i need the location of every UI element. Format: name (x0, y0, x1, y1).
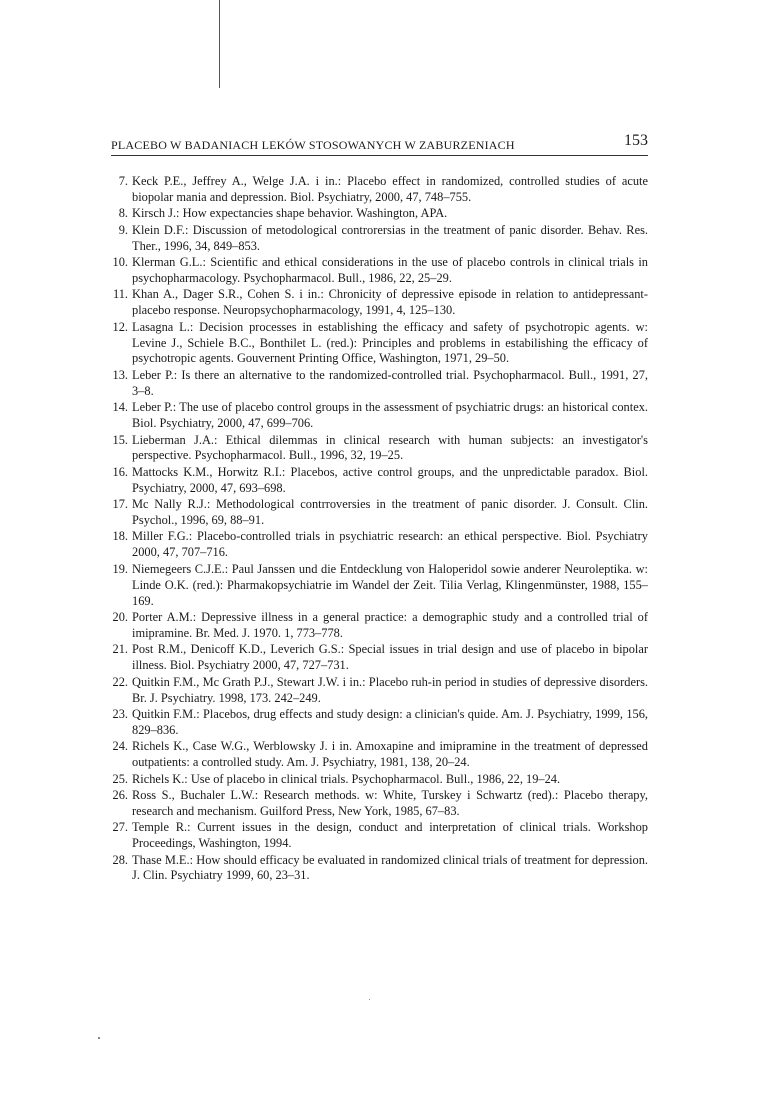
reference-text: Richels K.: Use of placebo in clinical trials. Psychopharmacol. Bull., 1986, 22, 19–24. (132, 771, 561, 786)
reference-text: Quitkin F.M.: Placebos, drug effects and study design: a clinician's quide. Am. J. Psychiatry, 1999, 156, 829–836. (132, 706, 648, 737)
reference-item (111, 820, 648, 852)
reference-text: Porter A.M.: Depressive illness in a general practice: a demographic study and a controlled trial of imipramine. Br. Med. J. 1970. 1, 773–778. (132, 609, 648, 640)
reference-text: Temple R.: Current issues in the design, conduct and interpretation of clinical trials. Workshop Proceedings, Washington, 1994. (132, 820, 648, 851)
page-number: 153 (624, 132, 648, 149)
reference-text: Mattocks K.M., Horwitz R.I.: Placebos, active control groups, and the unpredictable paradox. Biol. Psychiatry, 2000, 47, 693–698. (132, 464, 648, 495)
reference-text: Klerman G.L.: Scientific and ethical considerations in the use of placebo controls in clinical trials in psychopharmacology. Psychopharmacol. Bull., 1986, 22, 25–29. (132, 255, 648, 285)
reference-text: Lieberman J.A.: Ethical dilemmas in clinical research with human subjects: an investigator's perspective. Psychopharmacol. Bull., 1996, 32, 19–25. (132, 432, 648, 463)
reference-item (111, 320, 648, 368)
reference-number: 11. (112, 287, 128, 302)
page-fold-line (219, 0, 220, 88)
reference-number: 21. (112, 642, 128, 657)
reference-item (111, 739, 648, 771)
scan-speck (369, 999, 370, 1000)
reference-number: 12. (112, 319, 128, 334)
scan-speck (98, 1037, 100, 1039)
reference-text: Mc Nally R.J.: Methodological contrroversies in the treatment of panic disorder. J. Consult. Clin. Psychol., 1996, 69, 88–91. (132, 497, 648, 528)
reference-item (111, 707, 648, 739)
reference-item (111, 610, 648, 642)
reference-number: 17. (112, 497, 128, 512)
reference-text: Klein D.F.: Discussion of metodological controrersias in the treatment of panic disorder. Behav. Res. Ther., 1996, 34, 849–853. (132, 222, 648, 253)
reference-text: Leber P.: Is there an alternative to the randomized-controlled trial. Psychopharmacol. Bull., 1991, 27, 3–8. (132, 367, 648, 398)
reference-item (111, 642, 648, 674)
reference-number: 28. (112, 852, 128, 867)
reference-number: 23. (112, 706, 128, 721)
reference-text: Kirsch J.: How expectancies shape behavior. Washington, APA. (132, 206, 448, 221)
running-title: PLACEBO W BADANIACH LEKÓW STOSOWANYCH W ZABURZENIACH (111, 138, 515, 152)
reference-item (111, 772, 648, 788)
reference-number: 24. (112, 739, 128, 754)
reference-text: Keck P.E., Jeffrey A., Welge J.A. i in.: Placebo effect in randomized, controlled studies of acute biopolar mania and depression. Biol. Psychiatry, 2000, 47, 748–755. (132, 174, 648, 204)
reference-number: 19. (112, 561, 128, 576)
reference-number: 16. (112, 464, 128, 479)
header-rule (111, 155, 648, 156)
reference-text: Niemegeers C.J.E.: Paul Janssen und die Entdecklung von Haloperidol sowie anderer Neuroleptika. w: Linde O.K. (red.): Pharmakopsychiatrie im Wandel der Zeit. Tilia Verlag, Klingenmünster, 1988, 155–169. (132, 561, 648, 608)
reference-text: Khan A., Dager S.R., Cohen S. i in.: Chronicity of depressive episode in relation to antidepressant-placebo response. Neuropsychopharmacology, 1991, 4, 125–130. (132, 287, 648, 318)
reference-item (111, 287, 648, 319)
reference-text: Richels K., Case W.G., Werblowsky J. i in. Amoxapine and imipramine in the treatment of depressed outpatients: a controlled study. Am. J. Psychiatry, 1981, 138, 20–24. (132, 739, 648, 770)
reference-item (111, 206, 648, 222)
reference-number: 10. (112, 255, 128, 270)
reference-item (111, 497, 648, 529)
reference-item (111, 255, 648, 287)
reference-number: 22. (112, 674, 128, 689)
reference-number: 13. (112, 367, 128, 382)
reference-number: 14. (112, 400, 128, 415)
reference-item (111, 465, 648, 497)
reference-number: 8. (118, 206, 128, 221)
reference-item (111, 174, 648, 206)
reference-item (111, 368, 648, 400)
reference-text: Quitkin F.M., Mc Grath P.J., Stewart J.W. i in.: Placebo ruh-in period in studies of depressive disorders. Br. J. Psychiatry. 1998, 173. 242–249. (132, 674, 648, 705)
reference-number: 26. (112, 787, 128, 802)
reference-item (111, 529, 648, 561)
reference-text: Leber P.: The use of placebo control groups in the assessment of psychiatric drugs: an historical contex. Biol. Psychiatry, 2000, 47, 699–706. (132, 400, 648, 431)
reference-text: Thase M.E.: How should efficacy be evaluated in randomized clinical trials of treatment for depression. J. Clin. Psychiatry 1999, 60, 23–31. (132, 852, 648, 883)
reference-number: 7. (118, 174, 128, 188)
reference-list (111, 174, 648, 885)
reference-number: 15. (112, 432, 128, 447)
reference-number: 20. (112, 609, 128, 624)
reference-text: Ross S., Buchaler L.W.: Research methods. w: White, Turskey i Schwartz (red).: Placebo therapy, research and mechanism. Guilford Press, New York, 1985, 67–83. (132, 787, 648, 818)
reference-number: 18. (112, 529, 128, 544)
reference-item (111, 400, 648, 432)
reference-item (111, 788, 648, 820)
reference-item (111, 853, 648, 885)
reference-number: 25. (112, 771, 128, 786)
reference-text: Lasagna L.: Decision processes in establishing the efficacy and safety of psychotropic agents. w: Levine J., Schiele B.C., Bonthilet L. (red.): Principles and problems in estabilishing the efficacy of psychotropic agents. Gouvernent Printing Office, Washington, 1971, 29–50. (132, 319, 648, 366)
reference-item (111, 562, 648, 610)
reference-item (111, 675, 648, 707)
reference-item (111, 223, 648, 255)
reference-item (111, 433, 648, 465)
reference-number: 27. (112, 820, 128, 835)
reference-text: Post R.M., Denicoff K.D., Leverich G.S.: Special issues in trial design and use of placebo in bipolar illness. Biol. Psychiatry 2000, 47, 727–731. (132, 642, 648, 673)
reference-number: 9. (118, 222, 128, 237)
page-header (111, 132, 648, 156)
reference-text: Miller F.G.: Placebo-controlled trials in psychiatric research: an ethical perspective. Biol. Psychiatry 2000, 47, 707–716. (132, 529, 648, 560)
